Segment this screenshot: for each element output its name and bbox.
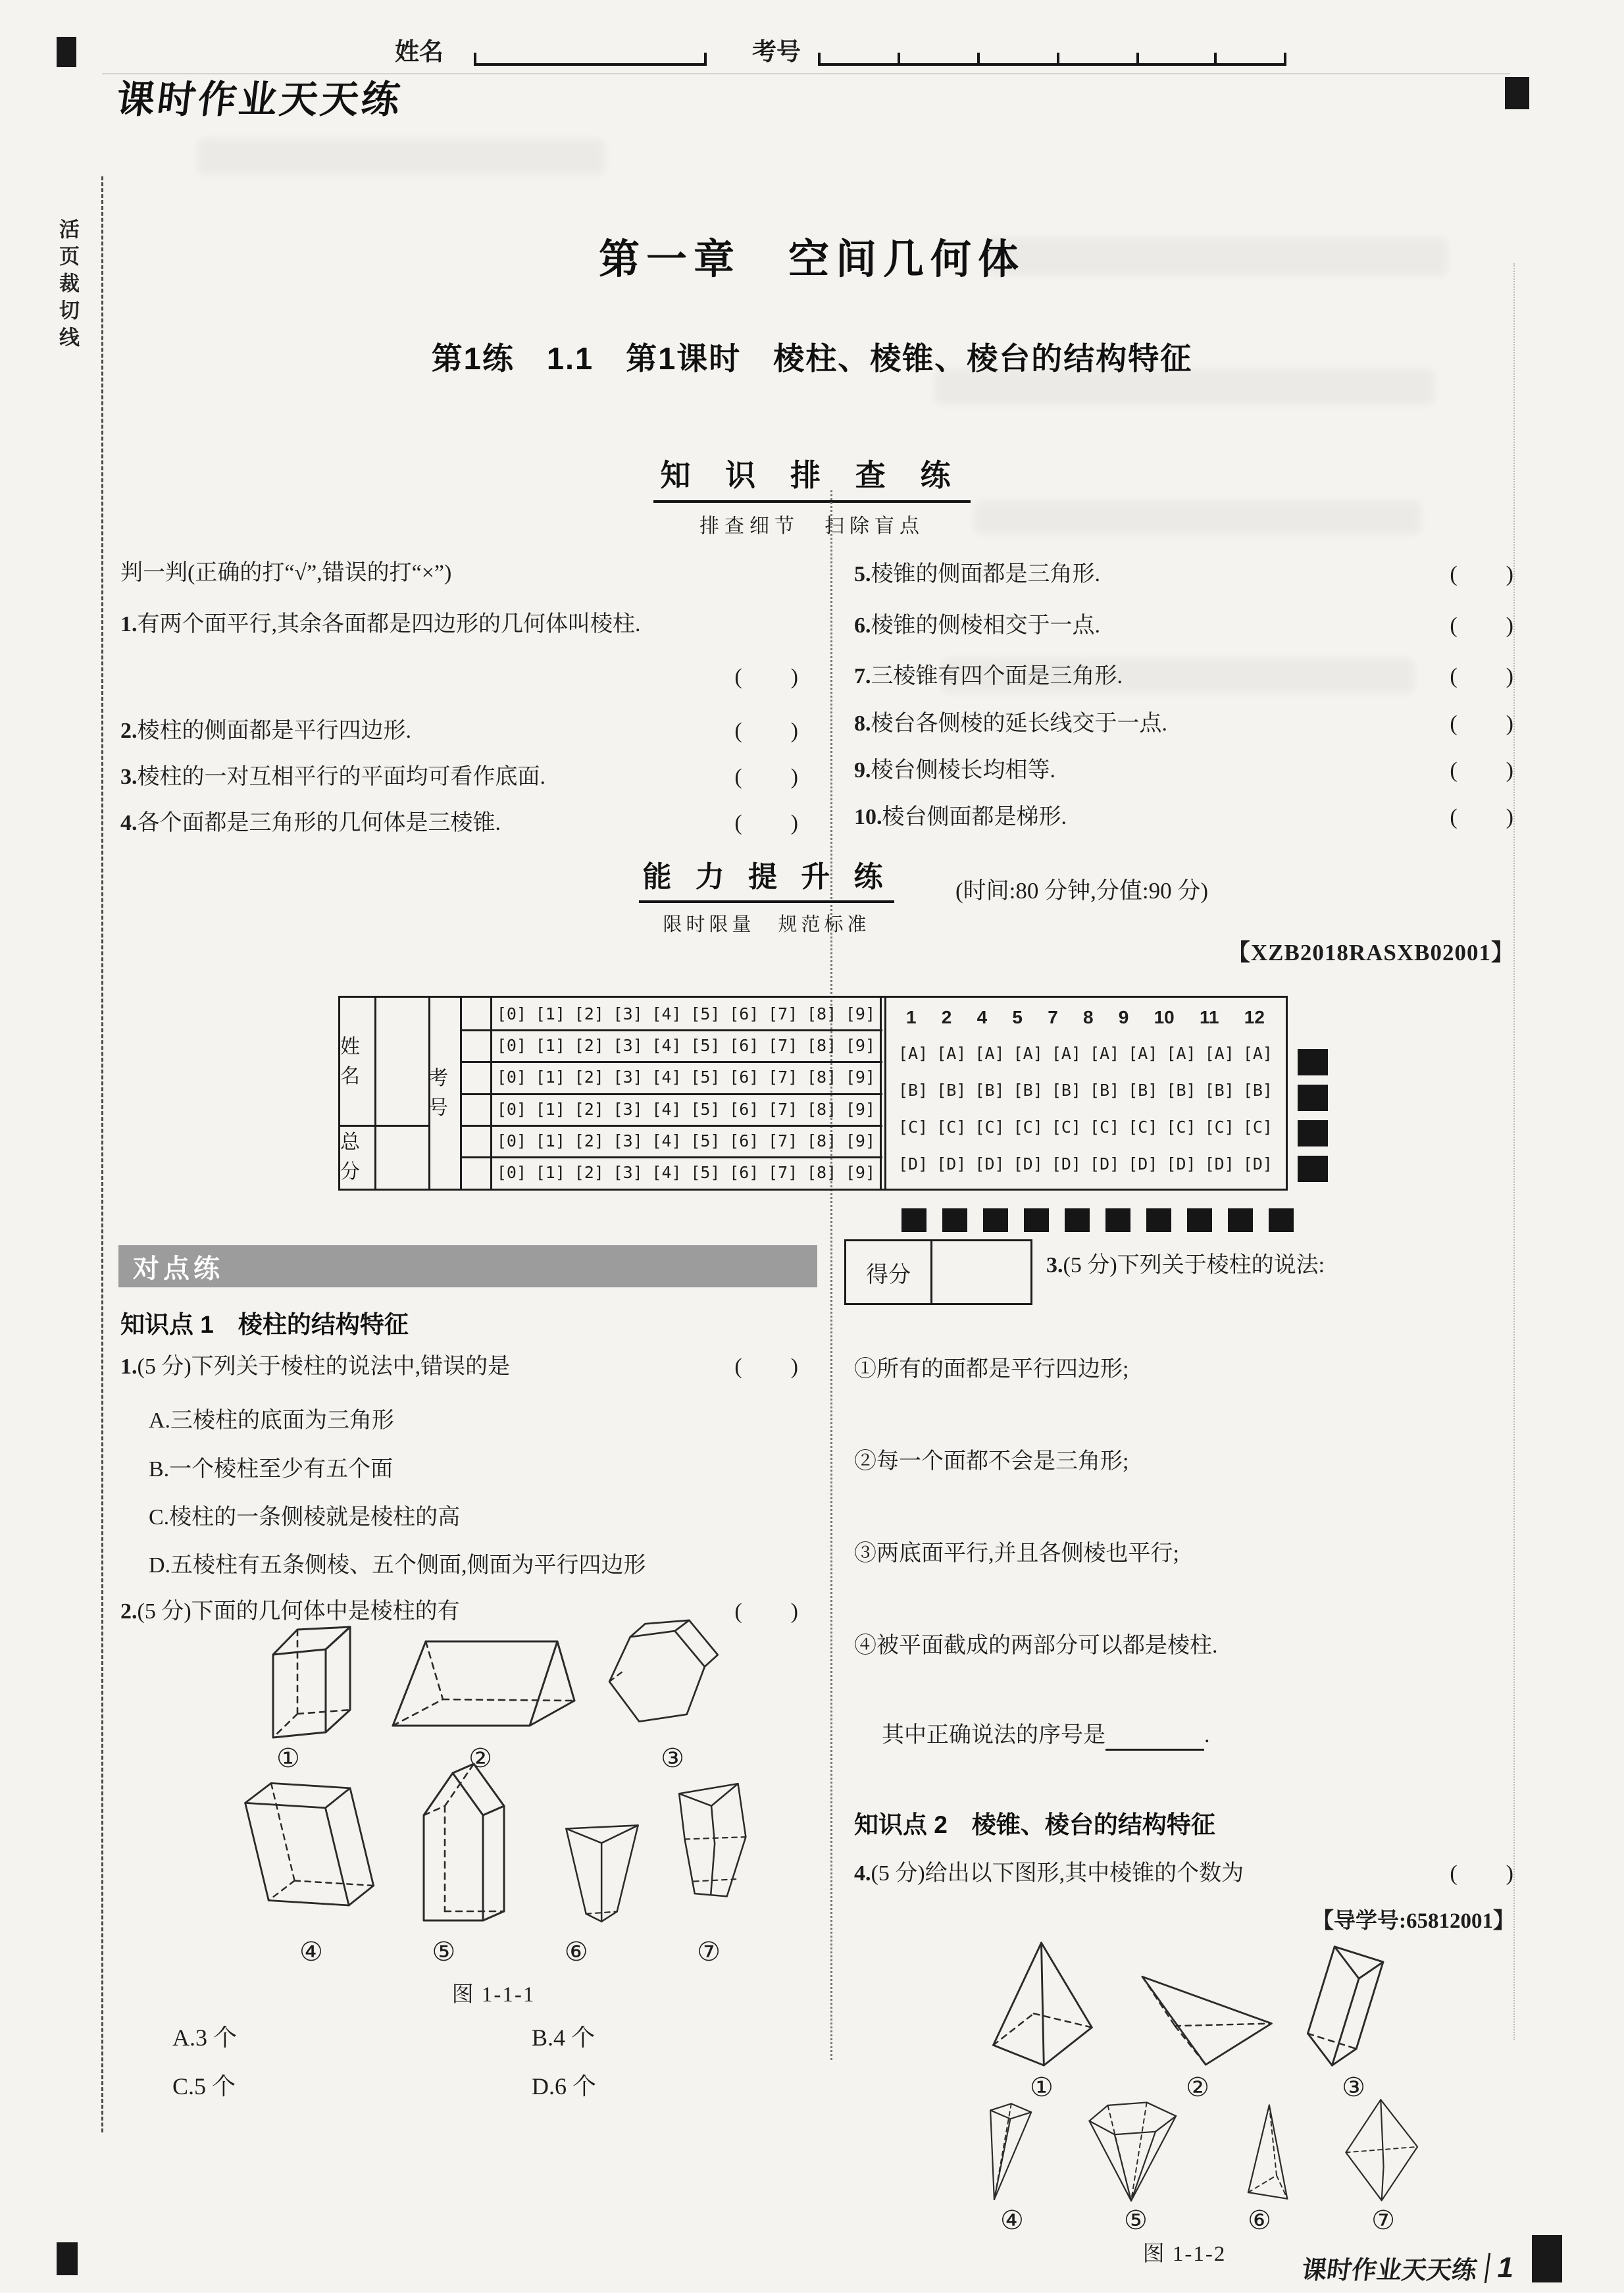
choice-bubble-d: [D] — [1204, 1154, 1234, 1173]
digit-bubble: [8] — [806, 1131, 837, 1150]
digit-bubble: [0] — [496, 1162, 527, 1182]
choice-bubble-a: [A] — [1242, 1044, 1273, 1063]
practice-banner-label: 对点练 — [133, 1254, 224, 1283]
choice-bubble-b: [B] — [898, 1081, 928, 1100]
question-number: 2. — [120, 1599, 138, 1624]
knowledge-point-label: 知识点 2 — [854, 1811, 948, 1838]
digit-bubble-row — [492, 1093, 880, 1125]
choice-bubble-a: [A] — [1051, 1044, 1081, 1063]
question-text: 各个面都是三角形的几何体是三棱锥. — [137, 811, 501, 835]
digit-bubble-row — [492, 998, 880, 1029]
column-divider — [830, 490, 832, 2060]
question-number: 4. — [120, 811, 138, 835]
choice-bubble-c: [C] — [1166, 1118, 1196, 1137]
question-number: 1. — [120, 1354, 138, 1379]
question-text: (5 分)下列关于棱柱的说法中,错误的是 — [137, 1354, 511, 1379]
question-text: 有两个面平行,其余各面都是四边形的几何体叫棱柱. — [137, 612, 641, 636]
timing-mark — [901, 1208, 926, 1232]
question-number: 1. — [120, 612, 138, 636]
answer-paren: ( ) — [734, 811, 799, 835]
question-column-number: 4 — [977, 1007, 988, 1027]
line-tick — [1214, 53, 1217, 63]
digit-bubble: [9] — [845, 1035, 876, 1055]
timing-mark — [983, 1208, 1008, 1232]
question-number: 3. — [120, 765, 138, 789]
judge-item-4 — [120, 808, 799, 838]
figure-circled-number: ④ — [299, 1937, 323, 1967]
digit-bubble: [6] — [729, 1131, 759, 1150]
digit-bubble: [0] — [496, 1131, 527, 1150]
question-number: 5. — [854, 562, 871, 586]
bleed-through-smudge — [197, 138, 605, 175]
knowledge-point-title: 棱柱的结构特征 — [238, 1311, 409, 1338]
figure-oblique-prism — [232, 1777, 380, 1925]
figure-tall-pyramid — [986, 1939, 1096, 2069]
digit-bubble: [5] — [690, 1131, 721, 1150]
name-field-label: 姓名 — [395, 38, 444, 65]
q1-option-b: B.一个棱柱至少有五个面 — [149, 1457, 393, 1481]
right-margin-line — [1513, 263, 1515, 2040]
ability-boost-title: 能 力 提 升 练 — [639, 853, 895, 903]
choice-bubble-a: [A] — [936, 1044, 967, 1063]
guide-code: 【导学号:65812001】 — [1312, 1909, 1515, 1933]
q1-option-a: A.三棱柱的底面为三角形 — [149, 1408, 395, 1433]
digit-bubble: [6] — [729, 1035, 759, 1055]
digit-bubble: [3] — [613, 1035, 643, 1055]
question-text: (5 分)下列关于棱柱的说法: — [1063, 1253, 1325, 1277]
figure-caption-1: 图 1-1-1 — [451, 1983, 536, 2007]
figure-twisted-prism — [672, 1777, 761, 1905]
question-number: 10. — [854, 805, 882, 829]
q2-option-c: C.5 个 — [172, 2073, 236, 2100]
digit-bubble: [1] — [535, 1131, 565, 1150]
q2-option-a: A.3 个 — [172, 2024, 237, 2051]
digit-bubble: [0] — [496, 1099, 527, 1119]
line-tick — [818, 53, 821, 63]
question-number-row — [886, 1007, 1284, 1028]
cut-line-label: 活页裁切线 — [56, 219, 79, 353]
question-column-number: 11 — [1199, 1007, 1219, 1027]
timing-mark — [1146, 1208, 1171, 1232]
question-column-number: 9 — [1118, 1007, 1129, 1027]
digit-bubble: [7] — [768, 1162, 798, 1182]
question-number: 7. — [854, 664, 871, 688]
digit-bubble: [8] — [806, 1035, 837, 1055]
digit-bubble: [9] — [845, 1004, 876, 1023]
registration-mark-bottom-left — [57, 2242, 78, 2275]
digit-bubble: [3] — [613, 1099, 643, 1119]
question-column-number: 2 — [941, 1007, 952, 1027]
question-text: 棱柱的侧面都是平行四边形. — [137, 719, 411, 743]
question-text: (5 分)下面的几何体中是棱柱的有 — [137, 1599, 460, 1624]
digit-bubble: [2] — [574, 1035, 604, 1055]
question-text: (5 分)给出以下图形,其中棱锥的个数为 — [871, 1861, 1244, 1886]
digit-bubble: [5] — [690, 1099, 721, 1119]
digit-bubble: [6] — [729, 1068, 759, 1087]
figure-hexagonal-pyramid — [1084, 2100, 1182, 2204]
sheet-total-label: 总分 — [340, 1131, 360, 1183]
conclusion-period: . — [1204, 1723, 1210, 1747]
knowledge-point-title: 棱锥、棱台的结构特征 — [971, 1811, 1215, 1838]
sheet-exam-label: 考号 — [428, 1068, 448, 1119]
digit-bubble: [1] — [535, 1035, 565, 1055]
registration-mark-top-right — [1505, 77, 1529, 109]
digit-bubble: [7] — [768, 1004, 798, 1023]
knowledge-check-title: 知 识 排 查 练 — [653, 451, 970, 503]
digit-bubble: [0] — [496, 1004, 527, 1023]
q3-conclusion — [882, 1720, 1210, 1751]
answer-paren: ( ) — [1450, 562, 1515, 586]
digit-bubble: [9] — [845, 1068, 876, 1087]
digit-bubble: [8] — [806, 1004, 837, 1023]
question-text: 三棱锥有四个面是三角形. — [871, 664, 1123, 688]
digit-bubble: [3] — [613, 1004, 643, 1023]
question-text: 棱台各侧棱的延长线交于一点. — [871, 711, 1167, 736]
time-score-note: (时间:80 分钟,分值:90 分) — [955, 878, 1209, 904]
q3-statement-1: ①所有的面都是平行四边形; — [854, 1357, 1129, 1381]
page-footer — [1224, 2250, 1513, 2286]
q3-statement-2: ②每一个面都不会是三角形; — [854, 1449, 1129, 1474]
digit-bubble: [0] — [496, 1068, 527, 1087]
timing-mark — [1024, 1208, 1049, 1232]
figure-circled-number: ② — [1186, 2073, 1209, 2102]
digit-bubble-row — [492, 1029, 880, 1061]
question-text: 棱台侧棱长均相等. — [871, 758, 1055, 783]
answer-paren: ( ) — [1450, 711, 1515, 736]
q1-option-c: C.棱柱的一条侧棱就是棱柱的高 — [149, 1505, 461, 1530]
figure-cuboid — [263, 1620, 388, 1742]
digit-bubble: [3] — [613, 1131, 643, 1150]
choice-bubble-d: [D] — [898, 1154, 928, 1173]
digit-bubble: [2] — [574, 1068, 604, 1087]
figure-narrow-pyramid — [1242, 2102, 1294, 2202]
chapter-title: 第一章 空间几何体 — [598, 237, 1025, 282]
digit-bubble: [7] — [768, 1035, 798, 1055]
digit-bubble: [5] — [690, 1035, 721, 1055]
choice-bubble-c: [C] — [1242, 1118, 1273, 1137]
digit-bubble: [9] — [845, 1131, 876, 1150]
figure-tetrahedron — [1133, 1969, 1275, 2068]
judge-item-9 — [854, 756, 1515, 786]
knowledge-point-label: 知识点 1 — [120, 1311, 214, 1338]
choice-bubble-d: [D] — [1013, 1154, 1043, 1173]
choice-bubble-b: [B] — [1204, 1081, 1234, 1100]
digit-bubble: [1] — [535, 1068, 565, 1087]
answer-paren: ( ) — [1450, 613, 1515, 638]
conclusion-text: 其中正确说法的序号是 — [882, 1723, 1105, 1747]
judge-item-7 — [854, 661, 1515, 692]
digit-bubble: [3] — [613, 1162, 643, 1182]
digit-bubble: [1] — [535, 1004, 565, 1023]
choice-bubble-c: [C] — [1051, 1118, 1081, 1137]
choice-bubble-c: [C] — [975, 1118, 1005, 1137]
digit-bubble: [8] — [806, 1068, 837, 1087]
question-column-number: 1 — [906, 1007, 917, 1027]
question-text: 棱锥的侧面都是三角形. — [871, 562, 1100, 586]
choice-bubble-c: [C] — [1204, 1118, 1234, 1137]
figure-circled-number: ⑥ — [564, 1937, 588, 1967]
choice-bubble-a: [A] — [1090, 1044, 1120, 1063]
answer-paren: ( ) — [734, 765, 799, 789]
question-number: 8. — [854, 711, 871, 736]
line-tick — [1284, 53, 1286, 63]
figure-circled-number: ⑥ — [1248, 2205, 1271, 2235]
practice-q1 — [120, 1352, 799, 1382]
choice-bubble-a: [A] — [1128, 1044, 1158, 1063]
judge-item-2 — [120, 716, 799, 746]
answer-paren: ( ) — [734, 664, 799, 689]
digit-bubble: [1] — [535, 1099, 565, 1119]
choice-bubble-c: [C] — [936, 1118, 967, 1137]
timing-mark — [1065, 1208, 1090, 1232]
digit-bubble: [6] — [729, 1162, 759, 1182]
line-tick — [898, 53, 900, 63]
digit-bubble: [6] — [729, 1099, 759, 1119]
timing-mark — [1269, 1208, 1294, 1232]
answer-paren: ( ) — [1450, 805, 1515, 829]
q3-statement-4: ④被平面截成的两部分可以都是棱柱. — [854, 1634, 1218, 1658]
question-text: 棱锥的侧棱相交于一点. — [871, 613, 1100, 638]
timing-mark — [942, 1208, 967, 1232]
digit-bubble: [4] — [651, 1068, 682, 1087]
choice-bubble-d: [D] — [1090, 1154, 1120, 1173]
question-column-number: 12 — [1244, 1007, 1265, 1027]
choice-bubble-b: [B] — [1242, 1081, 1273, 1100]
timing-mark — [1298, 1120, 1328, 1146]
digit-bubble-row — [492, 1061, 880, 1093]
choice-row-a — [886, 1044, 1284, 1063]
figure-circled-number: ③ — [661, 1743, 684, 1773]
choice-row-d — [886, 1154, 1284, 1173]
answer-paren: ( ) — [1450, 1861, 1515, 1886]
judge-item-3 — [120, 762, 799, 792]
sheet-name-label: 姓名 — [340, 1035, 360, 1087]
choice-bubble-d: [D] — [1166, 1154, 1196, 1173]
answer-paren: ( ) — [1450, 758, 1515, 783]
digit-bubble: [9] — [845, 1162, 876, 1182]
choice-bubble-d: [D] — [975, 1154, 1005, 1173]
question-column-number: 5 — [1012, 1007, 1023, 1027]
judge-item-10 — [854, 802, 1515, 833]
digit-bubble: [1] — [535, 1162, 565, 1182]
exam-no-field-line — [818, 38, 1286, 66]
digit-bubble: [5] — [690, 1068, 721, 1087]
practice-q4 — [854, 1859, 1515, 1889]
choice-row-c — [886, 1118, 1284, 1137]
figure-pentagonal-prism — [415, 1763, 521, 1932]
digit-bubble: [0] — [496, 1035, 527, 1055]
score-box-blank — [932, 1241, 1030, 1303]
digit-bubble-row — [492, 1125, 880, 1156]
figure-caption-2: 图 1-1-2 — [1142, 2242, 1227, 2266]
choice-bubble-d: [D] — [1051, 1154, 1081, 1173]
timing-mark — [1187, 1208, 1212, 1232]
answer-paren: ( ) — [734, 719, 799, 743]
digit-bubble-row — [492, 1156, 880, 1188]
knowledge-point-1 — [120, 1304, 409, 1340]
question-column-number: 8 — [1082, 1007, 1094, 1027]
figure-inverted-pyramid — [984, 2101, 1038, 2203]
ability-boost-subtitle: 限时限量 规范标准 — [663, 914, 871, 935]
digit-bubble: [2] — [574, 1131, 604, 1150]
digit-bubble: [9] — [845, 1099, 876, 1119]
question-number: 9. — [854, 758, 871, 783]
judge-item-6 — [854, 611, 1515, 641]
digit-bubble: [7] — [768, 1068, 798, 1087]
figure-oblique-triangular-prism — [1295, 1942, 1404, 2069]
figure-circled-number: ⑦ — [697, 1937, 721, 1967]
digit-bubble: [3] — [613, 1068, 643, 1087]
paper-code: 【XZB2018RASXB02001】 — [1227, 940, 1515, 966]
page-number: 1 — [1497, 2251, 1513, 2284]
question-number: 4. — [854, 1861, 871, 1886]
figure-circled-number: ⑦ — [1371, 2205, 1395, 2235]
book-title: 课时作业天天练 — [114, 78, 405, 121]
figure-circled-number: ⑤ — [1124, 2205, 1148, 2235]
figure-circled-number: ② — [469, 1743, 492, 1773]
choice-bubble-c: [C] — [1128, 1118, 1158, 1137]
choice-bubble-c: [C] — [898, 1118, 928, 1137]
score-box-label: 得分 — [846, 1241, 932, 1303]
knowledge-check-subtitle: 排查细节 扫除盲点 — [699, 515, 925, 537]
q3-statement-3: ③两底面平行,并且各侧棱也平行; — [854, 1541, 1179, 1566]
figure-frustum — [561, 1816, 644, 1927]
digit-bubble: [4] — [651, 1099, 682, 1119]
lesson-title: 第1练 1.1 第1课时 棱柱、棱锥、棱台的结构特征 — [431, 341, 1193, 376]
digit-bubble: [4] — [651, 1162, 682, 1182]
registration-mark-bottom-right — [1532, 2235, 1562, 2282]
line-tick — [704, 53, 707, 63]
judge-item-8 — [854, 709, 1515, 739]
question-number: 6. — [854, 613, 871, 638]
exam-no-field-label: 考号 — [752, 38, 801, 65]
question-column-number: 7 — [1048, 1007, 1058, 1027]
knowledge-point-2 — [854, 1805, 1215, 1840]
choice-bubble-b: [B] — [1013, 1081, 1043, 1100]
digit-bubble: [7] — [768, 1099, 798, 1119]
judge-item-5 — [854, 559, 1515, 590]
line-tick — [977, 53, 980, 63]
judge-intro: 判一判(正确的打“√”,错误的打“×”) — [120, 561, 452, 585]
choice-bubble-b: [B] — [936, 1081, 967, 1100]
timing-mark — [1298, 1049, 1328, 1075]
question-number: 2. — [120, 719, 138, 743]
figure-triangular-prism — [385, 1634, 582, 1732]
answer-paren: ( ) — [734, 1354, 799, 1379]
answer-paren: ( ) — [734, 1599, 799, 1624]
digit-bubble: [4] — [651, 1035, 682, 1055]
footer-divider — [1484, 2253, 1490, 2283]
digit-bubble: [2] — [574, 1004, 604, 1023]
judge-item-1 — [120, 609, 799, 692]
figure-circled-number: ⑤ — [432, 1937, 456, 1967]
choice-bubble-b: [B] — [1051, 1081, 1081, 1100]
choice-bubble-d: [D] — [936, 1154, 967, 1173]
line-tick — [1136, 53, 1139, 63]
ability-boost-header — [579, 853, 954, 937]
figure-circled-number: ④ — [1000, 2205, 1024, 2235]
grid-line — [374, 998, 376, 1189]
timing-mark — [1105, 1208, 1130, 1232]
digit-bubble: [2] — [574, 1162, 604, 1182]
figure-circled-number: ① — [276, 1743, 300, 1773]
choice-bubble-b: [B] — [1090, 1081, 1120, 1100]
practice-banner — [118, 1245, 817, 1287]
question-column-number: 10 — [1154, 1007, 1175, 1027]
figure-circled-number: ① — [1030, 2073, 1053, 2102]
choice-bubble-a: [A] — [1204, 1044, 1234, 1063]
digit-bubble: [8] — [806, 1162, 837, 1182]
timing-mark — [1298, 1085, 1328, 1111]
figure-circled-number: ③ — [1342, 2073, 1365, 2102]
choice-bubble-b: [B] — [1128, 1081, 1158, 1100]
figure-labels-row — [1000, 2205, 1395, 2236]
digit-bubble: [8] — [806, 1099, 837, 1119]
choice-bubble-b: [B] — [1166, 1081, 1196, 1100]
answer-paren: ( ) — [1450, 664, 1515, 688]
footer-brand: 课时作业天天练 — [1299, 2257, 1479, 2284]
figure-hexagonal-prism — [597, 1619, 723, 1732]
line-tick — [474, 53, 476, 63]
name-field-line — [474, 38, 707, 66]
digit-bubble: [7] — [768, 1131, 798, 1150]
question-text: 棱台侧面都是梯形. — [882, 805, 1067, 829]
score-box — [844, 1239, 1032, 1305]
digit-bubble: [6] — [729, 1004, 759, 1023]
figure-bipyramid — [1341, 2097, 1421, 2203]
figure-labels-row — [1030, 2072, 1365, 2103]
digit-bubble: [5] — [690, 1162, 721, 1182]
knowledge-check-header — [549, 451, 1075, 538]
choice-bubble-c: [C] — [1013, 1118, 1043, 1137]
choice-bubble-a: [A] — [1013, 1044, 1043, 1063]
registration-mark-top-left — [57, 37, 76, 67]
q1-option-d: D.五棱柱有五条侧棱、五个侧面,侧面为平行四边形 — [149, 1553, 646, 1578]
digit-bubble: [2] — [574, 1099, 604, 1119]
choice-bubble-d: [D] — [1242, 1154, 1273, 1173]
q2-option-b: B.4 个 — [532, 2024, 596, 2051]
timing-mark — [1298, 1156, 1328, 1182]
digit-bubble: [4] — [651, 1131, 682, 1150]
digit-bubble: [5] — [690, 1004, 721, 1023]
answer-blank — [1105, 1726, 1204, 1751]
line-tick — [1057, 53, 1059, 63]
digit-bubble: [4] — [651, 1004, 682, 1023]
choice-row-b — [886, 1081, 1284, 1100]
choice-bubble-a: [A] — [975, 1044, 1005, 1063]
choice-bubble-b: [B] — [975, 1081, 1005, 1100]
choice-bubble-a: [A] — [898, 1044, 928, 1063]
choice-bubble-d: [D] — [1128, 1154, 1158, 1173]
practice-q3 — [1046, 1250, 1515, 1281]
choice-bubble-a: [A] — [1166, 1044, 1196, 1063]
choice-bubble-c: [C] — [1090, 1118, 1120, 1137]
figure-labels-row — [299, 1936, 721, 1967]
question-text: 棱柱的一对互相平行的平面均可看作底面. — [137, 765, 546, 789]
timing-mark — [1228, 1208, 1253, 1232]
cut-line-dashed — [101, 176, 103, 2132]
q2-option-d: D.6 个 — [532, 2073, 596, 2100]
question-number: 3. — [1046, 1253, 1063, 1277]
answer-sheet — [338, 996, 1288, 1191]
